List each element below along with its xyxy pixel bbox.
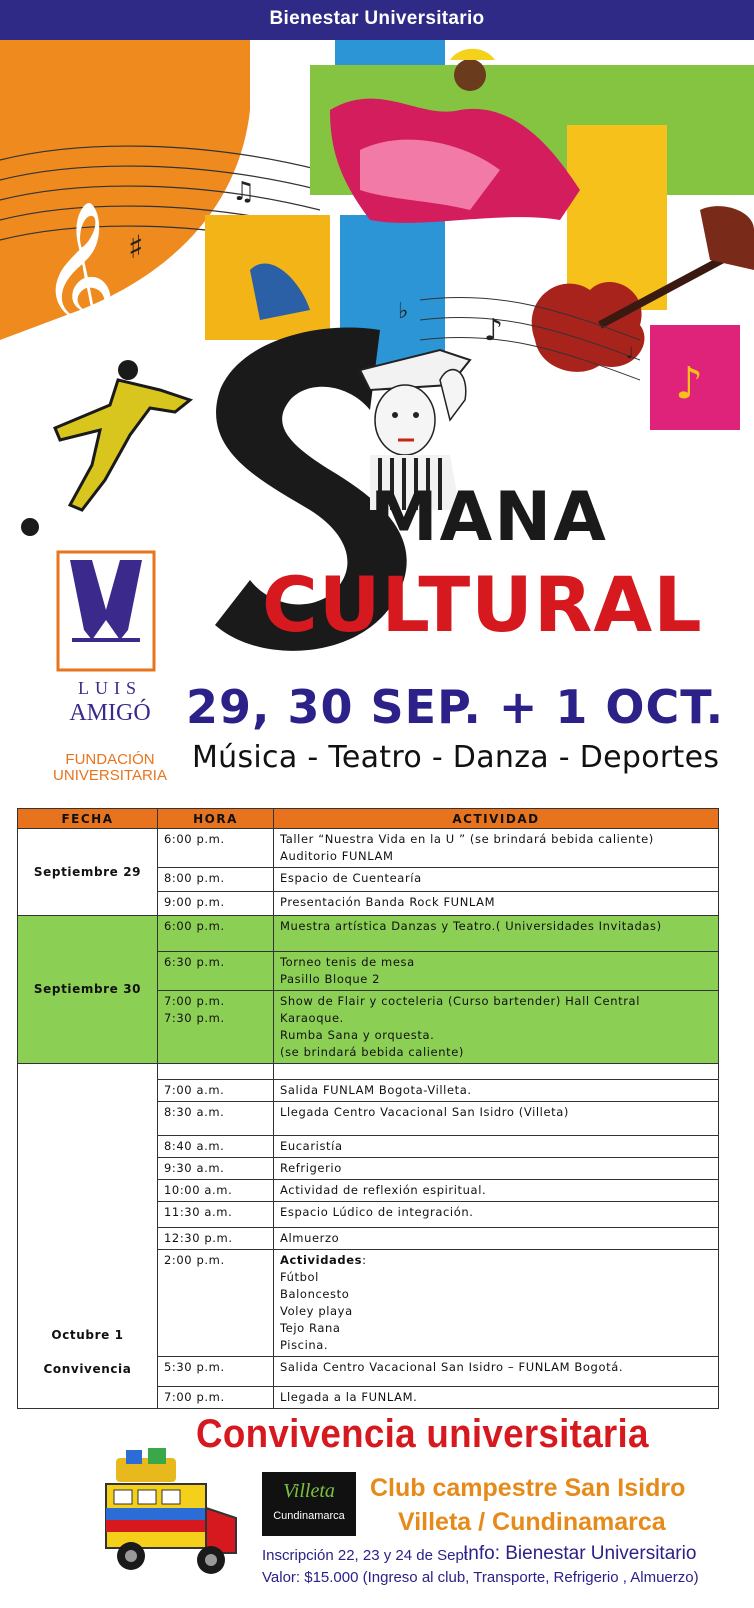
date-cell: Septiembre 30 — [18, 916, 158, 1064]
time-cell: 7:00 p.m. 7:30 p.m. — [158, 991, 274, 1064]
svg-text:♩: ♩ — [626, 343, 634, 362]
club-location: Villeta / Cundinamarca — [398, 1508, 666, 1536]
activity-heading: Actividades — [280, 1253, 363, 1267]
activity-cell — [274, 1064, 719, 1080]
logo-line-fundacion: FUNDACIÓN — [65, 751, 155, 768]
activity-cell: Show de Flair y cocteleria (Curso bartender) Hall Central Karaoque. Rumba Sana y orquesta. (se brindará bebida caliente) — [274, 991, 719, 1064]
time-cell: 8:00 p.m. — [158, 868, 274, 892]
poster-title-cultural: CULTURAL — [262, 560, 703, 649]
time-cell — [158, 1064, 274, 1080]
activity-cell: Salida FUNLAM Bogota-Villeta. — [274, 1080, 719, 1102]
time-cell: 9:00 p.m. — [158, 892, 274, 916]
time-cell: 5:30 p.m. — [158, 1357, 274, 1387]
time-cell: 6:00 p.m. — [158, 829, 274, 868]
activity-text: : Fútbol Baloncesto Voley playa Tejo Rana Piscina. — [280, 1253, 367, 1352]
activity-cell: Espacio de Cuentearía — [274, 868, 719, 892]
activity-cell: Torneo tenis de mesa Pasillo Bloque 2 — [274, 952, 719, 991]
registration-dates: Inscripción 22, 23 y 24 de Sept. — [262, 1547, 473, 1564]
column-header-actividad: ACTIVIDAD — [274, 809, 719, 829]
activity-cell: Muestra artística Danzas y Teatro.( Universidades Invitadas) — [274, 916, 719, 952]
activity-cell: Almuerzo — [274, 1228, 719, 1250]
poster-activities: Música - Teatro - Danza - Deportes — [192, 740, 720, 775]
time-cell: 11:30 a.m. — [158, 1202, 274, 1228]
note-icon: ♫ — [232, 177, 256, 207]
time-cell: 8:30 a.m. — [158, 1102, 274, 1136]
time-cell: 6:00 p.m. — [158, 916, 274, 952]
villeta-logo — [262, 1472, 356, 1536]
time-cell: 9:30 a.m. — [158, 1158, 274, 1180]
logo-line-amigo: AMIGÓ — [69, 700, 151, 726]
table-header-row — [18, 809, 719, 829]
info-contact: Info: Bienestar Universitario — [463, 1543, 697, 1564]
column-header-hora: HORA — [158, 809, 274, 829]
chiva-bus-image — [96, 1438, 246, 1588]
sharp-icon: ♯ — [128, 228, 144, 266]
activity-cell: Salida Centro Vacacional San Isidro – FUNLAM Bogotá. — [274, 1357, 719, 1387]
header-bar — [0, 0, 754, 40]
table-row — [18, 916, 719, 952]
date-cell: Octubre 1 Convivencia — [18, 1064, 158, 1409]
date-cell: Septiembre 29 — [18, 829, 158, 916]
poster-dates: 29, 30 SEP. + 1 OCT. — [186, 680, 725, 734]
treble-clef-icon: 𝄞 — [40, 199, 117, 351]
poster-title-mana: MANA — [370, 478, 608, 557]
activity-cell: Refrigerio — [274, 1158, 719, 1180]
price-info: Valor: $15.000 (Ingreso al club, Transporte, Refrigerio , Almuerzo) — [262, 1569, 699, 1586]
time-cell: 8:40 a.m. — [158, 1136, 274, 1158]
activity-cell: Llegada a la FUNLAM. — [274, 1387, 719, 1409]
villeta-logo-text: Villeta — [283, 1480, 335, 1502]
activity-cell: Taller “Nuestra Vida en la U ” (se brindará bebida caliente) Auditorio FUNLAM — [274, 829, 719, 868]
svg-text:♪: ♪ — [484, 313, 504, 348]
cundinamarca-logo-text: Cundinamarca — [273, 1510, 345, 1522]
time-cell: 7:00 p.m. — [158, 1387, 274, 1409]
club-name: Club campestre San Isidro — [370, 1474, 686, 1502]
activity-cell: Presentación Banda Rock FUNLAM — [274, 892, 719, 916]
table-row — [18, 829, 719, 868]
schedule-body — [18, 829, 719, 1409]
table-row — [18, 1064, 719, 1080]
column-header-fecha: FECHA — [18, 809, 158, 829]
time-cell: 12:30 p.m. — [158, 1228, 274, 1250]
header-title: Bienestar Universitario — [269, 8, 485, 29]
activity-cell: Actividad de reflexión espiritual. — [274, 1180, 719, 1202]
soccer-player-figure — [21, 360, 190, 536]
convivencia-title: Convivencia universitaria — [196, 1412, 649, 1456]
luis-amigo-logo-mark — [58, 552, 154, 670]
logo-foundation-text — [50, 752, 170, 784]
schedule-table — [17, 808, 719, 1409]
activity-cell — [274, 1250, 719, 1357]
logo-line-universitaria: UNIVERSITARIA — [53, 767, 167, 784]
activity-cell: Espacio Lúdico de integración. — [274, 1202, 719, 1228]
activity-cell: Eucaristía — [274, 1136, 719, 1158]
time-cell: 7:00 a.m. — [158, 1080, 274, 1102]
svg-text:♭: ♭ — [398, 299, 409, 324]
time-cell: 6:30 p.m. — [158, 952, 274, 991]
logo-line-luis: LUIS — [78, 678, 142, 698]
time-cell: 2:00 p.m. — [158, 1250, 274, 1357]
yellow-block — [567, 125, 667, 310]
activity-cell: Llegada Centro Vacacional San Isidro (Villeta) — [274, 1102, 719, 1136]
time-cell: 10:00 a.m. — [158, 1180, 274, 1202]
svg-text:♪: ♪ — [675, 358, 704, 409]
